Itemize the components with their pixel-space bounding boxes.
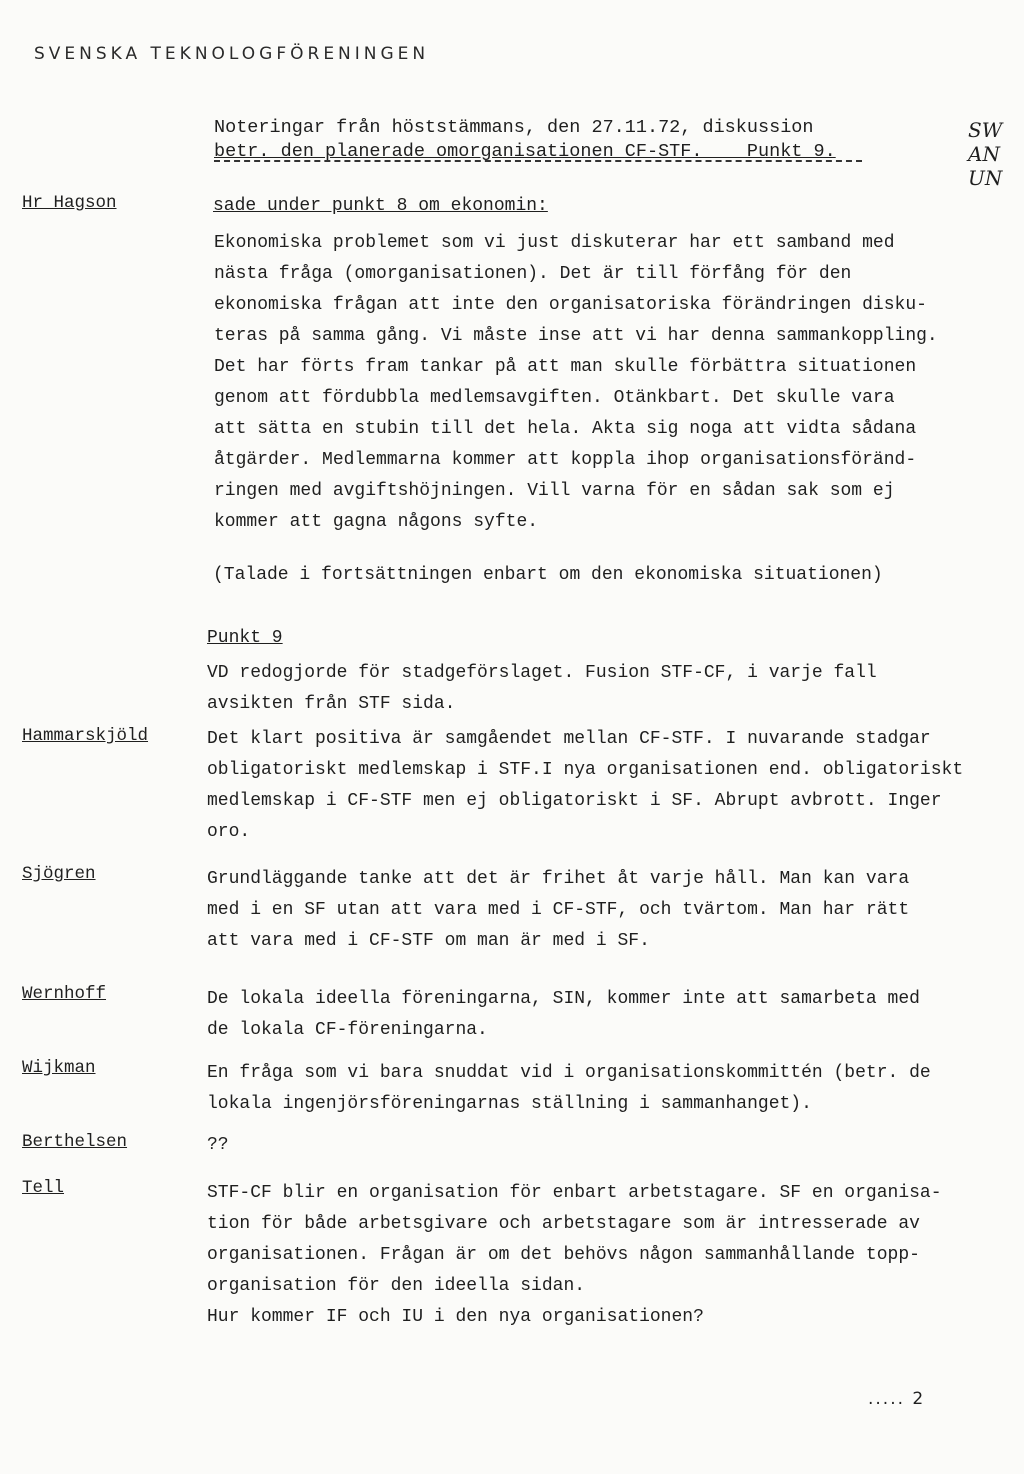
- paragraph-wijkman: En fråga som vi bara snuddat vid i organisationskommittén (betr. de lokala ingenjörsföreningarnas ställning i sammanhanget).: [207, 1063, 931, 1114]
- paragraph-note: (Talade i fortsättningen enbart om den ekonomiska situationen): [213, 565, 883, 585]
- paragraph-wernhoff: De lokala ideella föreningarna, SIN, kommer inte att samarbeta med de lokala CF-föreningarna.: [207, 989, 920, 1040]
- paragraph-tell: STF-CF blir en organisation för enbart arbetstagare. SF en organisa- tion för både arbetsgivare och arbetstagare som är intresserade av organisationen. Frågan är om det behövs någon sammanhållande topp- organisation för den ideella sidan. Hur kommer IF och IU i den nya organisationen?: [207, 1183, 942, 1327]
- handwritten-note: SW AN UN: [968, 118, 1003, 190]
- page-indicator: ..... 2: [868, 1389, 926, 1409]
- section-heading-economy: sade under punkt 8 om ekonomin:: [213, 196, 548, 216]
- title-double-underline: [214, 160, 862, 162]
- paragraph-hammarskjold: Det klart positiva är samgåendet mellan CF-STF. I nuvarande stadgar obligatoriskt medlemskap i STF.I nya organisationen end. obligatoriskt medlemskap i CF-STF men ej obligatoriskt i SF. Abrupt avbrott. Inger oro.: [207, 729, 964, 842]
- letterhead: SVENSKA TEKNOLOGFÖRENINGEN: [34, 44, 430, 64]
- paragraph-vd: VD redogjorde för stadgeförslaget. Fusion STF-CF, i varje fall avsikten från STF sida.: [207, 663, 877, 714]
- speaker-hammarskjold: Hammarskjöld: [22, 726, 149, 746]
- speaker-wijkman: Wijkman: [22, 1058, 96, 1078]
- section-heading-punkt-9: Punkt 9: [207, 628, 283, 648]
- speaker-tell: Tell: [22, 1178, 65, 1198]
- speaker-berthelsen: Berthelsen: [22, 1132, 128, 1152]
- speaker-wernhoff: Wernhoff: [22, 984, 107, 1004]
- title-line-1: Noteringar från höststämmans, den 27.11.72, diskussion: [214, 117, 814, 138]
- paragraph-berthelsen: ??: [207, 1135, 229, 1155]
- speaker-hagson: Hr Hagson: [22, 193, 117, 213]
- document-title: [214, 116, 874, 164]
- speaker-sjogren: Sjögren: [22, 864, 96, 884]
- paragraph-hagson: Ekonomiska problemet som vi just diskuterar har ett samband med nästa fråga (omorganisationen). Det är till förfång för den ekonomiska frågan att inte den organisatoriska förändringen disku- teras på samma gång. Vi måste inse att vi har denna sammankoppling. Det har förts fram tankar på att man skulle förbättra situationen genom att fördubbla medlemsavgiften. Otänkbart. Det skulle vara att sätta en stubin till det hela. Akta sig noga att vidta sådana åtgärder. Medlemmarna kommer att koppla ihop organisationsföränd- ringen med avgiftshöjningen. Vill varna för en sådan sak som ej kommer att gagna någons syfte.: [214, 233, 938, 532]
- title-line-2: betr. den planerade omorganisationen CF-STF. Punkt 9.: [214, 141, 836, 162]
- paragraph-sjogren: Grundläggande tanke att det är frihet åt varje håll. Man kan vara med i en SF utan att vara med i CF-STF, och tvärtom. Man har rätt att vara med i CF-STF om man är med i SF.: [207, 869, 910, 951]
